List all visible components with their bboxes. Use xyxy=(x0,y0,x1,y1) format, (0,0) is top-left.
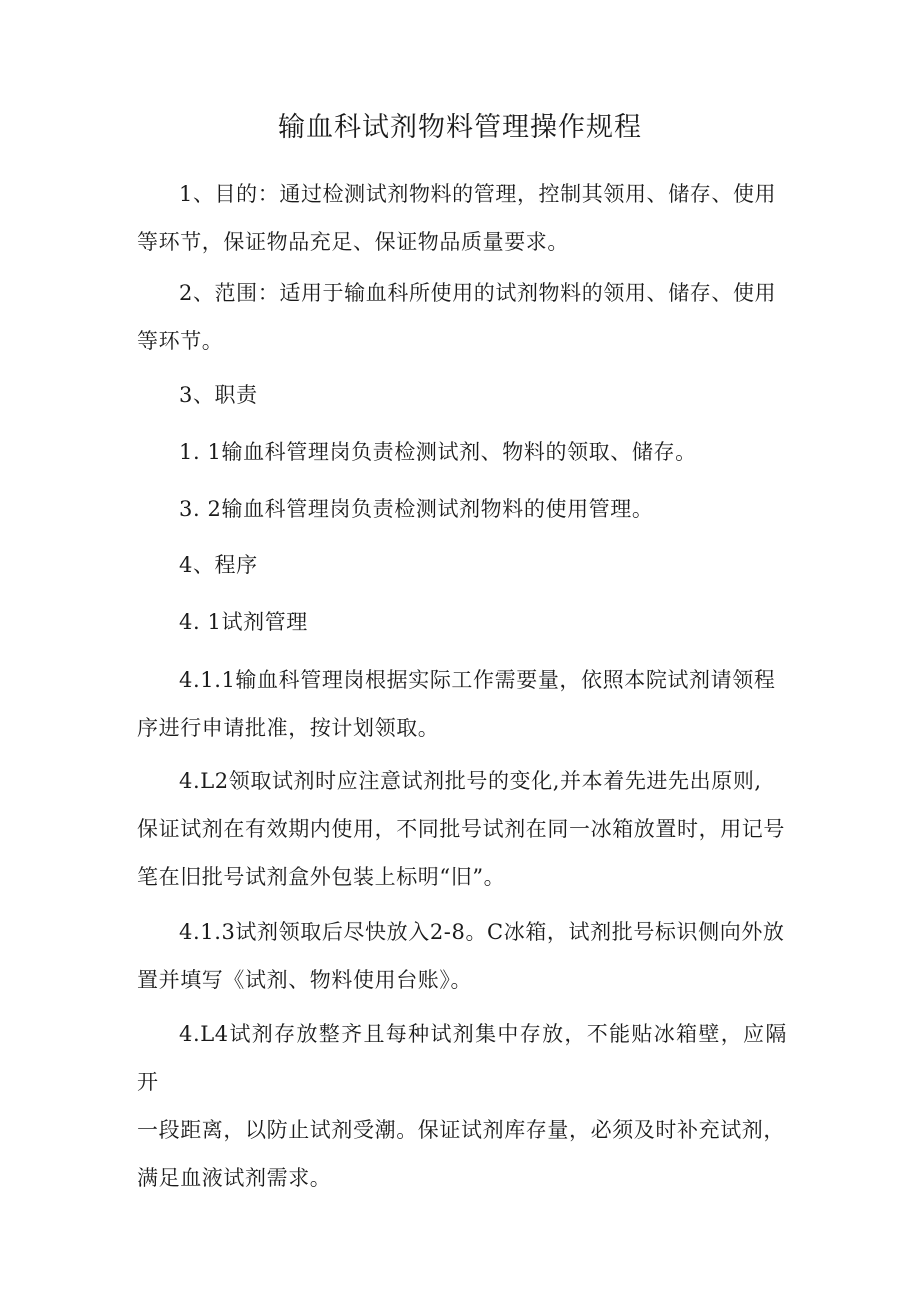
paragraph-line: 2、范围：适用于输血科所使用的试剂物料的领用、储存、使用 xyxy=(179,281,777,305)
paragraph-responsibility-heading xyxy=(137,371,787,419)
paragraph-line: 4.L2领取试剂时应注意试剂批号的变化,并本着先进先出原则, xyxy=(179,769,762,793)
document-title: 输血科试剂物料管理操作规程 xyxy=(278,112,642,143)
paragraph-line: 一段距离，以防止试剂受潮。保证试剂库存量，必须及时补充试剂， xyxy=(137,1118,785,1142)
paragraph-purpose xyxy=(137,170,787,266)
paragraph-4-1-3 xyxy=(137,908,787,1004)
paragraph-reagent-management-heading xyxy=(137,598,787,646)
paragraph-line: 1. 1输血科管理岗负责检测试剂、物料的领取、储存。 xyxy=(179,440,697,464)
paragraph-line: 3、职责 xyxy=(179,383,258,407)
paragraph-line: 4.1.3试剂领取后尽快放入2-8。C冰箱，试剂批号标识侧向外放 xyxy=(179,920,785,944)
paragraph-line: 4. 1试剂管理 xyxy=(179,610,308,634)
paragraph-line: 4.1.1输血科管理岗根据实际工作需要量，依照本院试剂请领程 xyxy=(179,668,776,692)
paragraph-line: 4、程序 xyxy=(179,553,258,577)
paragraph-line: 序进行申请批准，按计划领取。 xyxy=(137,716,440,740)
paragraph-line: 3. 2输血科管理岗负责检测试剂物料的使用管理。 xyxy=(179,497,654,521)
paragraph-scope xyxy=(137,269,787,365)
paragraph-line: 保证试剂在有效期内使用，不同批号试剂在同一冰箱放置时，用记号 xyxy=(137,817,785,841)
paragraph-responsibility-2 xyxy=(137,485,787,533)
paragraph-line: 满足血液试剂需求。 xyxy=(137,1166,332,1190)
paragraph-4-1-4 xyxy=(137,1010,787,1202)
paragraph-line: 笔在旧批号试剂盒外包装上标明“旧”。 xyxy=(137,865,506,889)
paragraph-line: 置并填写《试剂、物料使用台账》。 xyxy=(137,968,473,992)
paragraph-line: 等环节。 xyxy=(137,329,224,353)
paragraph-responsibility-1 xyxy=(137,428,787,476)
paragraph-4-1-2 xyxy=(137,757,787,901)
paragraph-line: 4.L4试剂存放整齐且每种试剂集中存放，不能贴冰箱壁，应隔开 xyxy=(137,1022,787,1094)
paragraph-line: 1、目的：通过检测试剂物料的管理，控制其领用、储存、使用 xyxy=(179,182,777,206)
paragraph-line: 等环节，保证物品充足、保证物品质量要求。 xyxy=(137,230,569,254)
paragraph-procedure-heading xyxy=(137,541,787,589)
paragraph-4-1-1 xyxy=(137,656,787,752)
